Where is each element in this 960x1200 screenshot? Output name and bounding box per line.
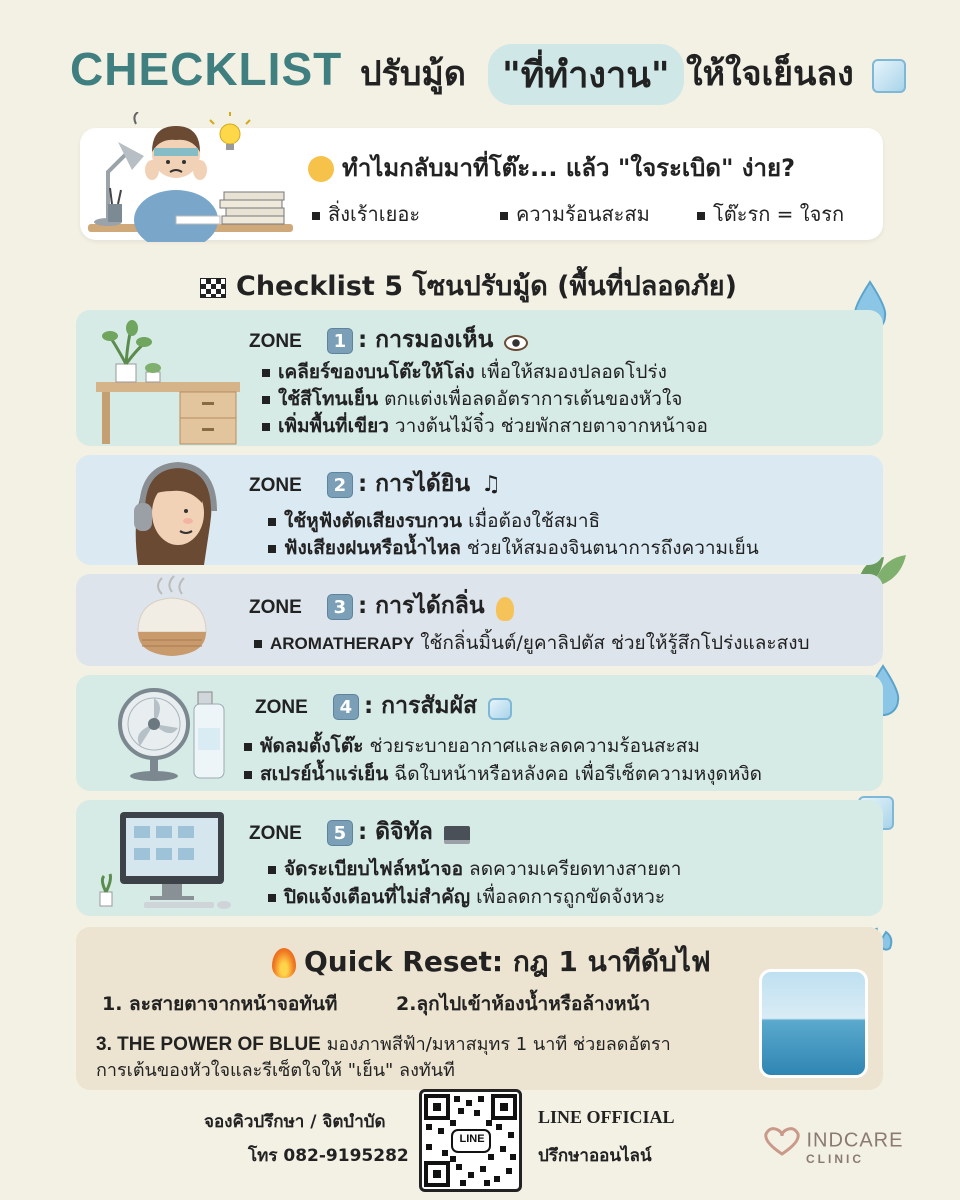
music-note-icon: ♫ (481, 472, 501, 497)
ice-cube-icon (872, 59, 906, 93)
zone-number-badge: 2 (327, 472, 353, 498)
intro-bullet-text: ความร้อนสะสม (516, 202, 650, 226)
title-highlight: "ที่ทำงาน" (488, 44, 684, 105)
aroma-diffuser-illustration (132, 574, 212, 664)
checkered-flag-icon (200, 278, 226, 298)
zone-5-item-1 (268, 854, 681, 884)
item-text: เมื่อต้องใช้สมาธิ (462, 510, 601, 532)
line-qr-code[interactable] (419, 1089, 522, 1192)
zone-number-badge: 1 (327, 328, 353, 354)
zone-4-item-2 (244, 759, 762, 789)
zone-label: ZONE (249, 475, 302, 496)
laptop-icon (444, 826, 470, 844)
zone-1-item-2 (262, 384, 682, 414)
quick-item-2: 2.ลุกไปเข้าห้องน้ำหรือล้างหน้า (396, 993, 651, 1015)
heart-m-icon (762, 1126, 802, 1156)
zone-5-item-2 (268, 882, 665, 912)
item-text: ช่วยระบายอากาศและลดความร้อนสะสม (363, 735, 700, 757)
item-bold: เพิ่มพื้นที่เขียว (278, 415, 389, 437)
zone-1-item-1 (262, 357, 667, 387)
computer-illustration (96, 808, 246, 912)
item-text: ใช้กลิ่นมิ้นต์/ยูคาลิปตัส ช่วยให้รู้สึกโปร่งและสงบ (414, 632, 810, 654)
item-text: วางต้นไม้จิ๋ว ช่วยพักสายตาจากหน้าจอ (388, 415, 708, 437)
quick-item-1: 1. ละสายตาจากหน้าจอทันที (102, 993, 338, 1015)
zone-title: : การได้ยิน (357, 471, 471, 497)
zone-2-item-1 (268, 506, 600, 536)
zone-4-header (255, 688, 512, 724)
title-thai-part2-text: ให้ใจเย็นลง (686, 54, 854, 94)
intro-bullet-3 (697, 198, 844, 230)
item-bold: สเปรย์น้ำแร่เย็น (260, 763, 389, 785)
zone-label: ZONE (249, 331, 302, 352)
booking-label: จองคิวปรึกษา / จิตบำบัด (204, 1112, 386, 1132)
logo-subtext: CLINIC (806, 1152, 864, 1166)
item-bold: ใช้หูฟังตัดเสียงรบกวน (284, 510, 463, 532)
title-checklist: CHECKLIST (70, 43, 343, 95)
stressed-worker-illustration (88, 112, 298, 242)
desk-plant-illustration (94, 318, 244, 446)
item-bold: AROMATHERAPY (270, 634, 415, 653)
item-bold: ปิดแจ้งเตือนที่ไม่สำคัญ (284, 886, 471, 908)
zone-5-header (249, 814, 470, 850)
item-text: ลดความเครียดทางสายตา (463, 858, 682, 880)
zone-label: ZONE (249, 597, 302, 618)
ice-cube-icon (488, 698, 512, 720)
qr-line-label: LINE (459, 1133, 485, 1145)
phone-number[interactable]: โทร 082-9195282 (248, 1146, 409, 1166)
quick-item-3-text: มองภาพสีฟ้า/มหาสมุทร 1 นาที ช่วยลดอัตรา (320, 1034, 671, 1055)
zone-title: : ดิจิทัล (357, 819, 433, 845)
logo-text: INDCARE (806, 1129, 904, 1152)
zone-title: : การมองเห็น (357, 327, 494, 353)
quick-item-3-line2: การเต้นของหัวใจและรีเซ็ตใจให้ "เย็น" ลงทันที (96, 1060, 455, 1081)
item-bold: ใช้สีโทนเย็น (278, 388, 379, 410)
zone-1-item-3 (262, 411, 708, 441)
title-thai-part1: ปรับมู้ด (360, 54, 466, 94)
zone-title: : การได้กลิ่น (357, 593, 485, 619)
zone-number-badge: 4 (333, 694, 359, 720)
title-thai-part2 (686, 46, 906, 100)
item-bold: ฟังเสียงฝนหรือน้ำไหล (284, 537, 461, 559)
zone-2-header (249, 466, 501, 502)
item-bold: พัดลมตั้งโต๊ะ (260, 735, 364, 757)
line-official-label: LINE OFFICIAL (538, 1107, 675, 1127)
item-bold: เคลียร์ของบนโต๊ะให้โล่ง (278, 361, 475, 383)
zone-1-header (249, 322, 528, 358)
item-bold: จัดระเบียบไฟล์หน้าจอ (284, 858, 464, 880)
zone-number-badge: 3 (327, 594, 353, 620)
quick-item-3 (96, 1029, 671, 1058)
eye-icon (504, 335, 528, 351)
online-consult-label: ปรึกษาออนไลน์ (538, 1146, 652, 1166)
intro-bullet-2 (500, 198, 650, 230)
section-title-text: Checklist 5 โซนปรับมู้ด (พื้นที่ปลอดภัย) (236, 271, 737, 302)
zone-2-item-2 (268, 533, 759, 563)
zone-4-item-1 (244, 731, 700, 761)
item-text: เพื่อลดการถูกขัดจังหวะ (470, 886, 666, 908)
intro-bullet-1 (312, 198, 420, 230)
headphone-woman-illustration (120, 455, 220, 565)
ocean-photo (759, 969, 868, 1078)
item-text: ฉีดใบหน้าหรือหลังคอ เพื่อรีเซ็ตความหงุดหงิด (388, 763, 763, 785)
intro-question-text: ทำไมกลับมาที่โต๊ะ... แล้ว "ใจระเบิด" ง่าย? (342, 154, 795, 182)
mind-blown-icon (308, 156, 334, 182)
nose-icon (496, 597, 514, 621)
quick-reset-title (272, 940, 711, 984)
zone-label: ZONE (255, 697, 308, 718)
zone-number-badge: 5 (327, 820, 353, 846)
fire-icon (272, 948, 296, 978)
zone-label: ZONE (249, 823, 302, 844)
mindcare-logo (762, 1126, 903, 1166)
item-text: เพื่อให้สมองปลอดโปร่ง (474, 361, 667, 383)
item-text: ช่วยให้สมองจินตนาการถึงความเย็น (460, 537, 759, 559)
fan-and-spray-illustration (114, 684, 234, 784)
quick-item-3-bold: 3. THE POWER OF BLUE (96, 1034, 321, 1055)
intro-question (308, 148, 795, 187)
section-title (200, 264, 737, 307)
intro-bullet-text: โต๊ะรก = ใจรก (713, 202, 845, 226)
intro-bullet-text: สิ่งเร้าเยอะ (328, 202, 421, 226)
item-text: ตกแต่งเพื่อลดอัตราการเต้นของหัวใจ (378, 388, 683, 410)
zone-3-item-1 (254, 628, 810, 658)
quick-reset-title-text: Quick Reset: กฎ 1 นาทีดับไฟ (304, 945, 711, 978)
zone-title: : การสัมผัส (363, 693, 478, 719)
zone-3-header (249, 588, 514, 624)
